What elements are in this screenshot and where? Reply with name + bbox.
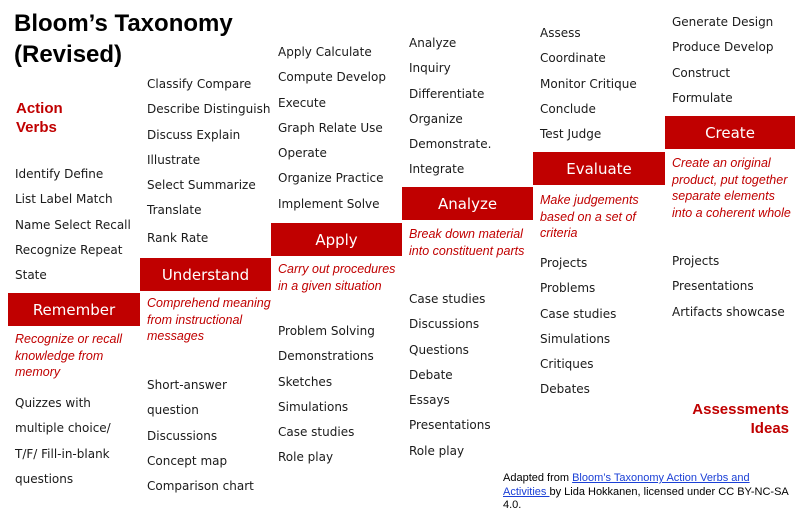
- verb-item: Rank Rate: [147, 230, 209, 245]
- verb-item: State: [15, 268, 47, 283]
- level-description-analyze: Break down material into constituent parts: [409, 227, 525, 258]
- assessment-item: Comparison chart: [147, 479, 254, 494]
- level-banner-understand: Understand: [140, 258, 271, 291]
- title-line-1: Bloom’s Taxonomy: [14, 10, 233, 37]
- level-description-remember: Recognize or recall knowledge from memory: [15, 332, 122, 379]
- verb-item: Describe Distinguish: [147, 102, 271, 117]
- assessment-item: Role play: [278, 450, 334, 465]
- verb-item: Generate Design: [672, 15, 774, 29]
- verb-item: Produce Develop: [672, 40, 774, 55]
- action-verbs-label: [16, 99, 136, 137]
- assessment-item: T/F/ Fill-in-blank: [15, 446, 110, 461]
- verb-item: Formulate: [672, 90, 733, 105]
- assessment-item: Essays: [409, 393, 450, 408]
- assessment-item: Case studies: [409, 292, 486, 306]
- assessment-item: Discussions: [409, 317, 480, 332]
- assessment-item: Sketches: [278, 374, 333, 389]
- assessment-item: Problem Solving: [278, 324, 375, 338]
- level-description-create: Create an original product, put together separate elements into a coherent whole: [672, 156, 791, 220]
- apply-verbs: [278, 40, 386, 217]
- verb-item: Translate: [147, 203, 202, 218]
- verb-item: Demonstrate.: [409, 137, 492, 152]
- level-description-apply: Carry out procedures in a given situation: [278, 262, 396, 293]
- verb-item: Discuss Explain: [147, 127, 241, 142]
- verb-item: Construct: [672, 65, 731, 80]
- level-description-evaluate: Make judgements based on a set of criteria: [540, 193, 639, 240]
- assessment-item: Critiques: [540, 357, 594, 372]
- assessment-item: Simulations: [278, 399, 349, 414]
- remember-assessments: [15, 391, 111, 492]
- verb-item: Recognize Repeat: [15, 242, 123, 257]
- assessment-item: Role play: [409, 443, 465, 458]
- verb-item: Inquiry: [409, 61, 451, 76]
- assessment-item: multiple choice/: [15, 421, 111, 436]
- verb-item: Execute: [278, 95, 326, 110]
- evaluate-assessments: [540, 251, 616, 403]
- understand-verbs: [147, 72, 270, 251]
- assessments-ideas-label: [629, 400, 789, 438]
- action-verbs-line-1: Action: [16, 100, 63, 117]
- verb-item: Operate: [278, 146, 327, 161]
- verb-item: Organize Practice: [278, 171, 384, 186]
- create-verbs: [672, 10, 773, 111]
- source-link[interactable]: Bloom’s Taxonomy Action Verbs and Activities: [503, 472, 750, 498]
- evaluate-verbs: [540, 21, 637, 147]
- verb-item: Implement Solve: [278, 196, 380, 211]
- create-assessments: [672, 249, 785, 325]
- level-banner-analyze: Analyze: [402, 187, 533, 220]
- remember-verbs: [15, 162, 131, 288]
- assessment-item: questions: [15, 471, 74, 486]
- assessment-item: Presentations: [672, 279, 754, 294]
- assessment-item: Concept map: [147, 453, 228, 468]
- attribution-suffix: by Lida Hokkanen, licensed under CC BY-NC-SA 4.0.: [503, 485, 789, 511]
- assessment-item: Artifacts showcase: [672, 304, 785, 319]
- action-verbs-line-2: Verbs: [16, 119, 57, 136]
- level-banner-create: Create: [665, 116, 795, 149]
- assessments-line-1: Assessments: [692, 401, 789, 418]
- analyze-assessments: [409, 287, 491, 464]
- attribution-prefix: Adapted from: [503, 472, 573, 484]
- assessment-item: Debate: [409, 367, 453, 382]
- assessment-item: Short-answer: [147, 378, 227, 392]
- verb-item: Identify Define: [15, 167, 104, 181]
- verb-item: Integrate: [409, 162, 465, 177]
- level-banner-remember: Remember: [8, 293, 140, 326]
- assessment-item: Questions: [409, 342, 469, 357]
- assessment-item: Debates: [540, 382, 590, 397]
- verb-item: Name Select Recall: [15, 217, 131, 232]
- verb-item: Compute Develop: [278, 70, 386, 85]
- verb-item: List Label Match: [15, 192, 113, 207]
- assessment-item: Case studies: [278, 425, 355, 440]
- verb-item: Monitor Critique: [540, 76, 637, 91]
- assessment-item: Quizzes with: [15, 396, 91, 410]
- assessment-item: Case studies: [540, 306, 617, 321]
- title-line-2: (Revised): [14, 41, 123, 68]
- assessment-item: Projects: [672, 254, 720, 268]
- verb-item: Illustrate: [147, 152, 201, 167]
- assessment-item: Demonstrations: [278, 349, 374, 364]
- analyze-verbs: [409, 31, 491, 183]
- apply-assessments: [278, 319, 375, 471]
- verb-item: Test Judge: [540, 127, 602, 142]
- assessment-item: Projects: [540, 256, 588, 270]
- page-title: [14, 8, 274, 70]
- assessments-line-2: Ideas: [750, 420, 789, 437]
- verb-item: Organize: [409, 111, 463, 126]
- understand-assessments: [147, 373, 254, 499]
- level-description-understand: Comprehend meaning from instructional messages: [147, 296, 271, 343]
- verb-item: Classify Compare: [147, 77, 252, 91]
- level-banner-evaluate: Evaluate: [533, 152, 665, 185]
- verb-item: Apply Calculate: [278, 45, 372, 59]
- attribution: [503, 472, 793, 513]
- verb-item: Differentiate: [409, 86, 485, 101]
- verb-item: Conclude: [540, 101, 596, 116]
- verb-item: Analyze: [409, 36, 457, 50]
- assessment-item: Problems: [540, 281, 596, 296]
- level-banner-apply: Apply: [271, 223, 402, 256]
- verb-item: Coordinate: [540, 51, 606, 66]
- verb-item: Select Summarize: [147, 178, 256, 193]
- assessment-item: Simulations: [540, 331, 611, 346]
- verb-item: Assess: [540, 26, 581, 40]
- assessment-item: Discussions: [147, 428, 218, 443]
- assessment-item: Presentations: [409, 418, 491, 433]
- verb-item: Graph Relate Use: [278, 120, 383, 135]
- assessment-item: question: [147, 403, 199, 418]
